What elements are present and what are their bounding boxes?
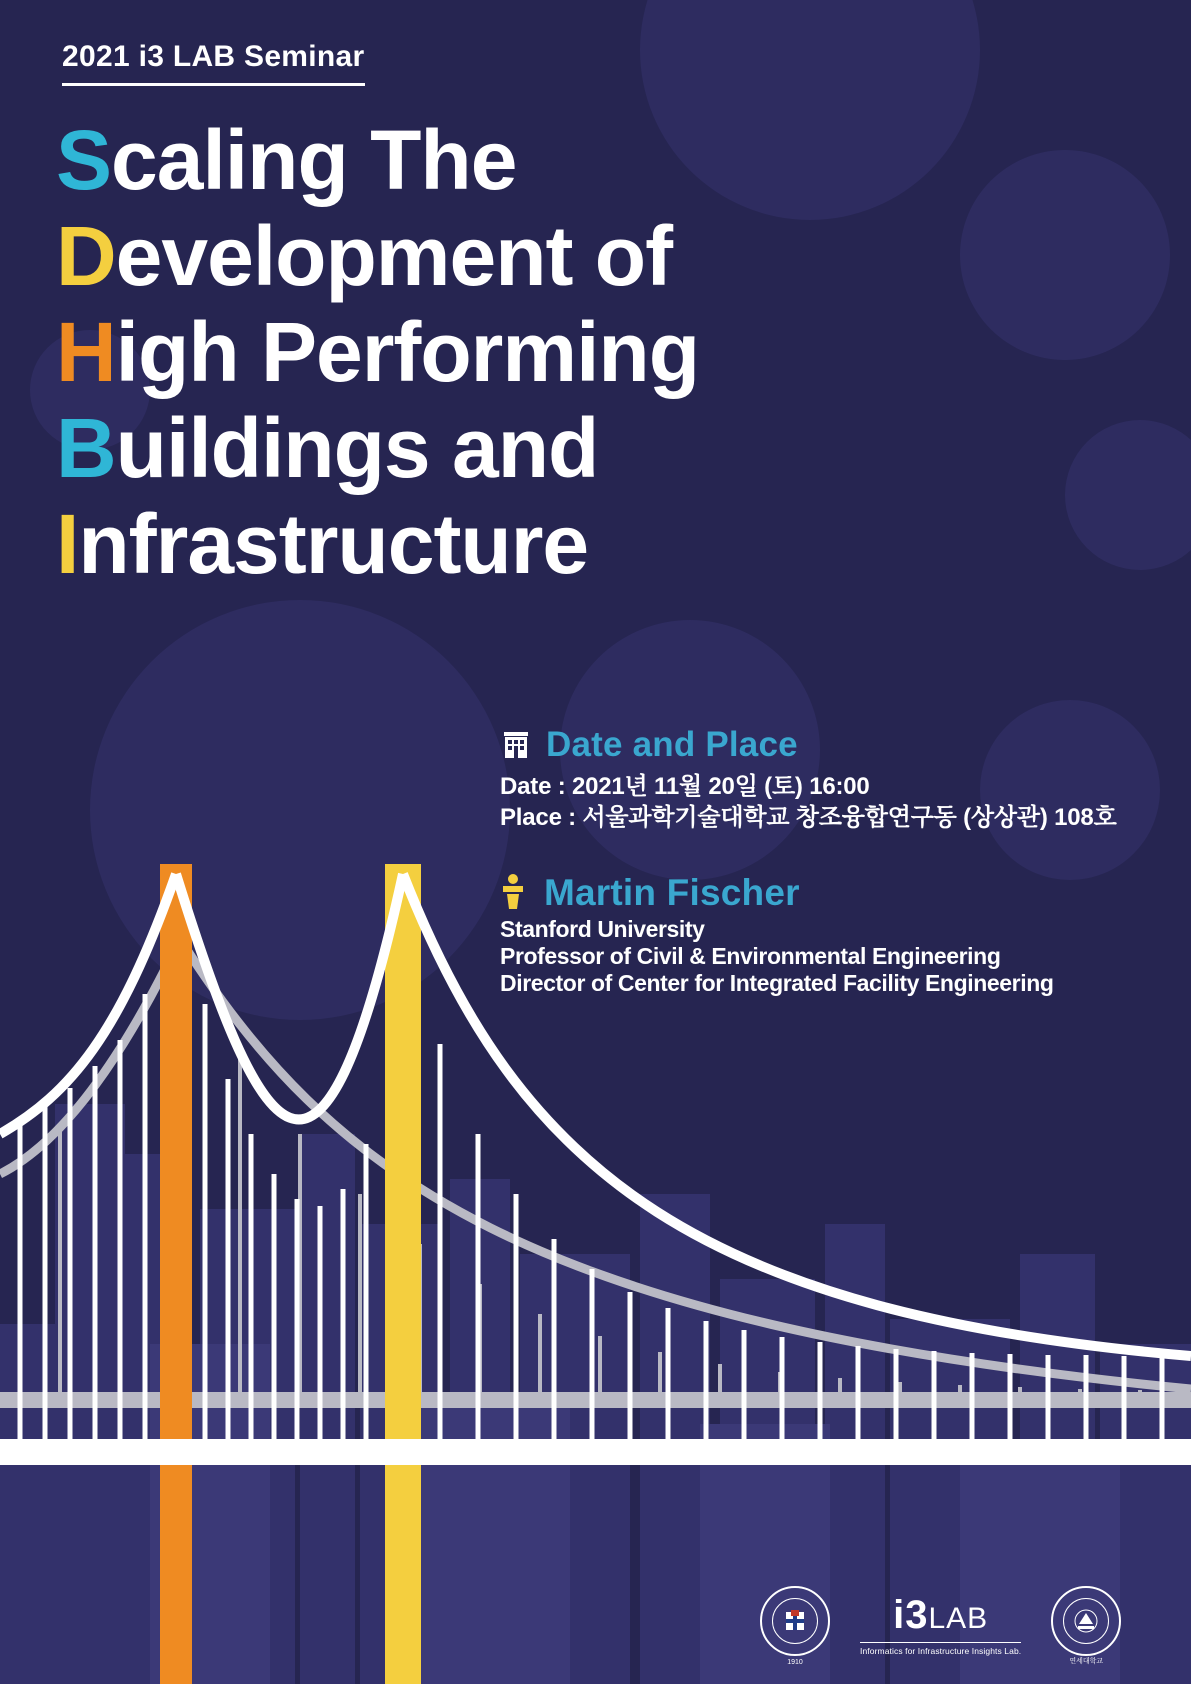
title-line-2 <box>56 208 956 304</box>
title-cap-b: B <box>56 401 116 495</box>
title-rest-2: evelopment of <box>115 209 673 303</box>
title-line-3 <box>56 304 956 400</box>
seoultech-seal-logo <box>760 1586 830 1666</box>
logo-row <box>760 1586 1121 1666</box>
yonsei-mark-icon <box>1073 1608 1099 1634</box>
building-icon <box>500 729 532 761</box>
title-cap-s: S <box>56 113 112 207</box>
speaker-name: Martin Fischer <box>544 872 800 913</box>
i3-lab-mark: i3 <box>893 1593 929 1637</box>
place-line: Place : 서울과학기술대학교 창조융합연구동 (상상관) 108호 <box>500 804 1117 831</box>
seoultech-mark-icon <box>782 1608 808 1634</box>
title-rest-3: igh Performing <box>115 305 700 399</box>
i3-lab-word: LAB <box>928 1602 989 1635</box>
page-title <box>56 112 956 592</box>
i3-lab-tagline: Informatics for Infrastructure Insights Lab. <box>860 1642 1021 1656</box>
yonsei-seal-logo <box>1051 1586 1121 1665</box>
speaker-section <box>500 872 1180 997</box>
title-line-1 <box>56 112 956 208</box>
date-and-place-heading: Date and Place <box>546 725 798 764</box>
title-line-4 <box>56 400 956 496</box>
speaker-title: Professor of Civil & Environmental Engineering <box>500 943 1001 969</box>
title-rest-1: caling The <box>111 113 517 207</box>
seminar-label: 2021 i3 LAB Seminar <box>62 40 365 86</box>
yonsei-seal-caption: 연세대학교 <box>1069 1658 1104 1665</box>
seoultech-seal-caption: 1910 <box>787 1659 803 1666</box>
date-and-place-section <box>500 725 1160 833</box>
title-rest-4: uildings and <box>115 401 599 495</box>
title-line-5 <box>56 496 956 592</box>
title-cap-i: I <box>56 497 79 591</box>
title-rest-5: nfrastructure <box>78 497 589 591</box>
speaker-podium-icon <box>500 873 526 913</box>
speaker-role: Director of Center for Integrated Facility Engineering <box>500 970 1054 996</box>
i3-lab-logo <box>860 1595 1021 1656</box>
date-line: Date : 2021년 11월 20일 (토) 16:00 <box>500 773 870 800</box>
speaker-affiliation: Stanford University <box>500 916 705 942</box>
title-cap-d: D <box>56 209 116 303</box>
title-cap-h: H <box>56 305 116 399</box>
